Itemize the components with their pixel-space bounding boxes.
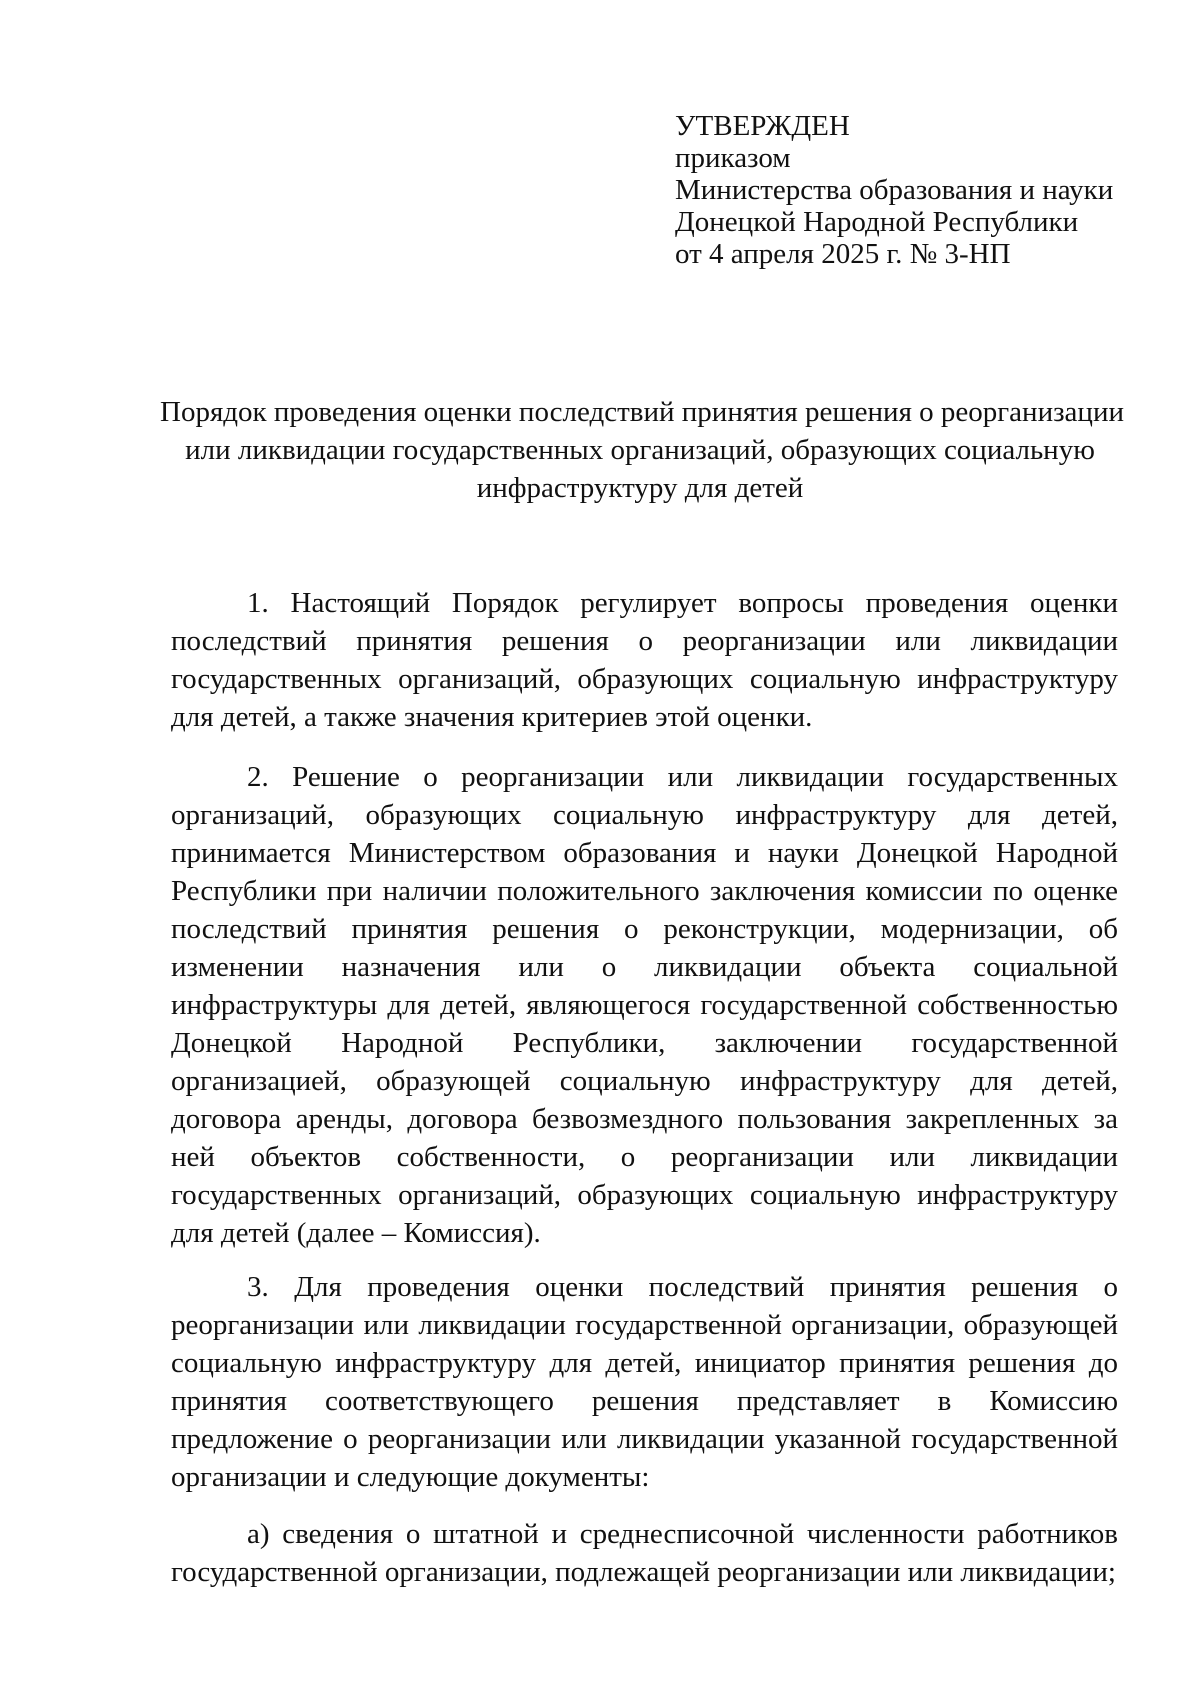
approval-heading: УТВЕРЖДЕН bbox=[675, 110, 850, 142]
document-title bbox=[160, 393, 1124, 507]
title-line-3: инфраструктуру для детей bbox=[476, 472, 804, 504]
approval-date-number: от 4 апреля 2025 г. № 3-НП bbox=[675, 238, 1011, 270]
paragraph-1: 1. Настоящий Порядок регулирует вопросы проведения оценки последствий принятия решения о реорганизации или ликвидации государственных организаций, образующих социальную инфраструктуру для детей, а также значения критериев этой оценки. bbox=[171, 587, 1118, 733]
paragraph-3-item-a: а) сведения о штатной и среднесписочной численности работников государственной организации, подлежащей реорганизации или ликвидации; bbox=[171, 1518, 1118, 1588]
paragraph-3: 3. Для проведения оценки последствий принятия решения о реорганизации или ликвидации государственной организации, образующей социальную инфраструктуру для детей, инициатор принятия решения до принятия соответствующего решения представляет в Комиссию предложение о реорганизации или ликвидации указанной государственной организации и следующие документы: bbox=[171, 1271, 1118, 1493]
paragraph-2: 2. Решение о реорганизации или ликвидации государственных организаций, образующих социальную инфраструктуру для детей, принимается Министерством образования и науки Донецкой Народной Республики при наличии положительного заключения комиссии по оценке последствий принятия решения о реконструкции, модернизации, об изменении назначения или о ликвидации объекта социальной инфраструктуры для детей, являющегося государственной собственностью Донецкой Народной Республики, заключении государственной организацией, образующей социальную инфраструктуру для детей, договора аренды, договора безвозмездного пользования закрепленных за ней объектов собственности, о реорганизации или ликвидации государственных организаций, образующих социальную инфраструктуру для детей (далее – Комиссия). bbox=[171, 761, 1118, 1249]
title-line-2: или ликвидации государственных организаций, образующих социальную bbox=[185, 434, 1095, 466]
approval-order-label: приказом bbox=[675, 142, 791, 174]
approval-ministry: Министерства образования и науки bbox=[675, 174, 1114, 206]
approval-block bbox=[675, 110, 1113, 270]
title-line-1: Порядок проведения оценки последствий принятия решения о реорганизации bbox=[160, 396, 1124, 428]
approval-republic: Донецкой Народной Республики bbox=[675, 206, 1079, 238]
